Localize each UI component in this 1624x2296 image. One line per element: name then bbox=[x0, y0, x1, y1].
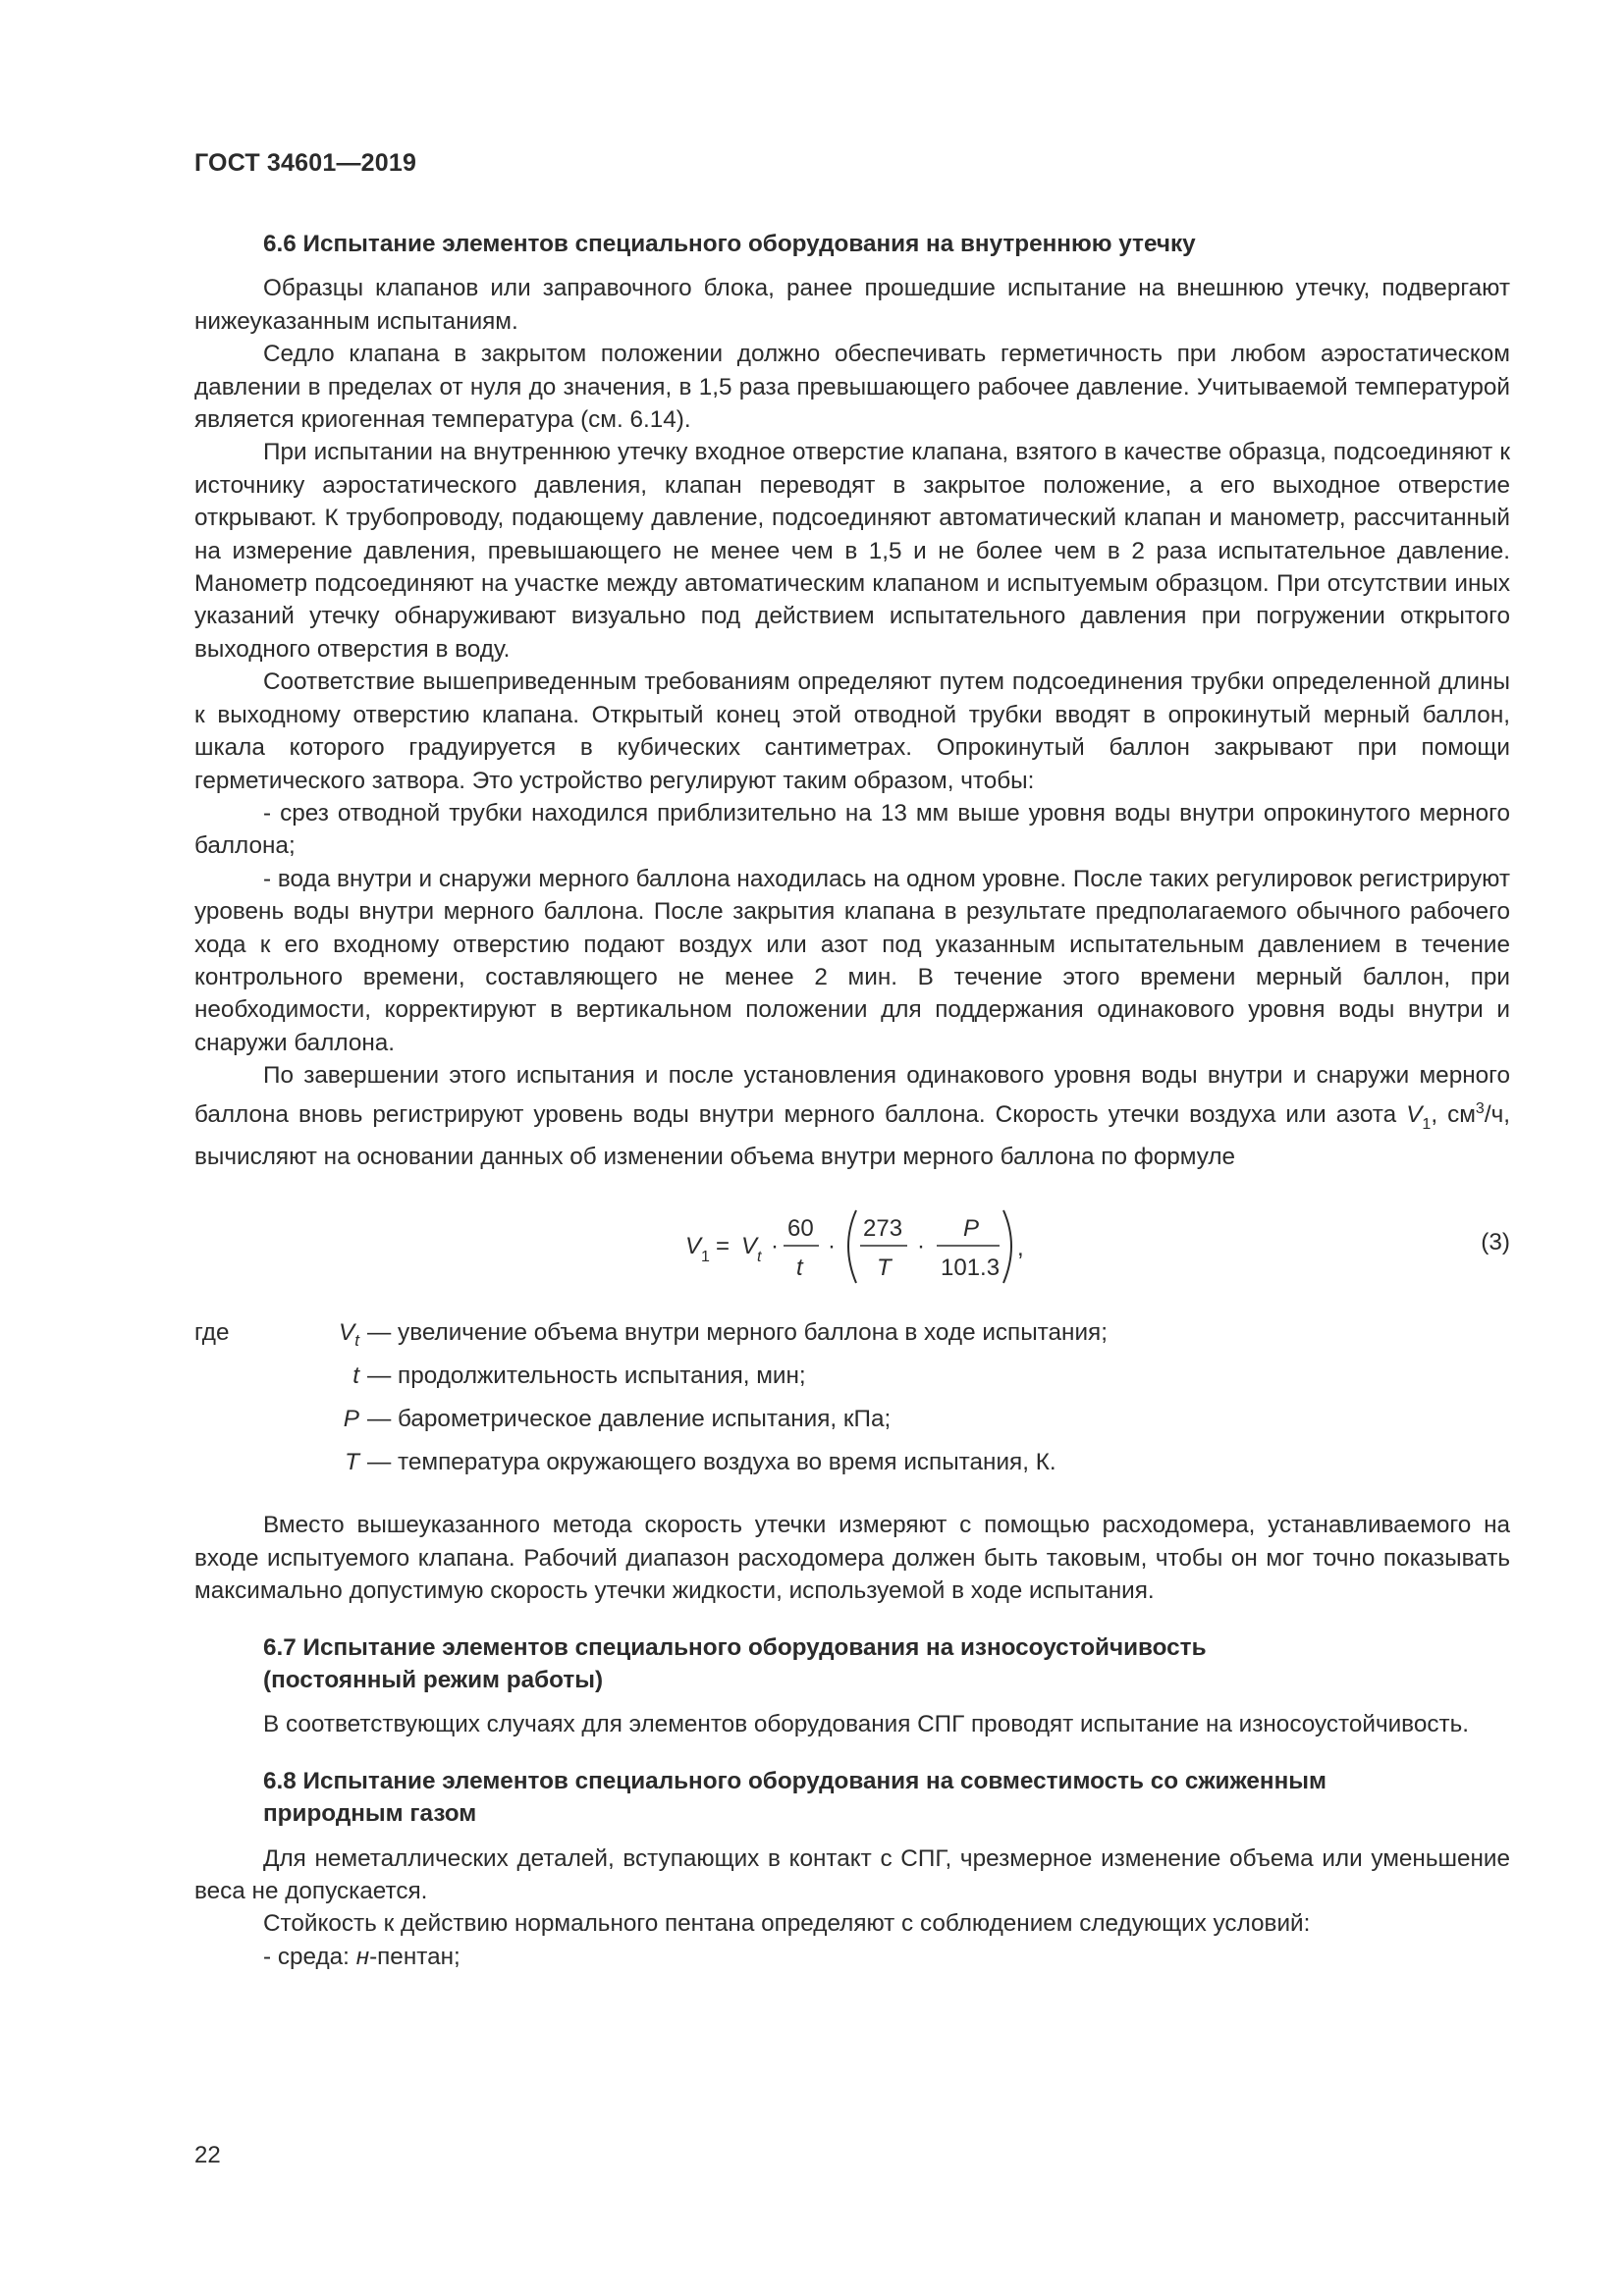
where-description: — температура окружающего воздуха во время испытания, К. bbox=[367, 1449, 1056, 1476]
where-item bbox=[194, 1316, 1510, 1360]
paragraph: Для неметаллических деталей, вступающих в контакт с СПГ, чрезмерное изменение объема или уменьшение веса не допускается. bbox=[194, 1844, 1510, 1905]
section-6-7-title-line2: (постоянный режим работы) bbox=[263, 1667, 604, 1693]
subscript: 1 bbox=[1422, 1115, 1432, 1133]
where-label: где bbox=[194, 1319, 230, 1347]
where-description: — барометрическое давление испытания, кПа; bbox=[367, 1406, 892, 1433]
document-body bbox=[194, 228, 1510, 1973]
where-item bbox=[194, 1446, 1510, 1489]
section-6-6-title: 6.6 Испытание элементов специального оборудования на внутреннюю утечку bbox=[263, 231, 1196, 257]
paragraph: Соответствие вышеприведенным требованиям определяют путем подсоединения трубки определенной длины к выходному отверстию клапана. Открытый конец этой отводной трубки вводят в опрокинутый мерный баллон, шкала которого градуируется в кубических сантиметрах. Опрокинутый баллон закрывают при помощи герметического затвора. Это устройство регулируют таким образом, чтобы: bbox=[194, 668, 1510, 794]
where-symbol: $V_t$ bbox=[339, 1319, 359, 1351]
text-run: , см bbox=[1431, 1100, 1476, 1128]
formula-lhs-sub: 1 bbox=[701, 1249, 710, 1266]
formula-lhs: V bbox=[685, 1233, 702, 1260]
formula-vt: V bbox=[741, 1233, 758, 1260]
standard-header: ГОСТ 34601—2019 bbox=[194, 149, 417, 177]
paragraph: Седло клапана в закрытом положении должно обеспечивать герметичность при любом аэростатическом давлении в пределах от нуля до значения, в 1,5 раза превышающего рабочее давление. Учитываемой температурой является криогенная температура (см. 6.14). bbox=[194, 341, 1510, 434]
superscript: 3 bbox=[1475, 1099, 1485, 1117]
formula-equals: = bbox=[716, 1233, 731, 1260]
where-symbol: P bbox=[343, 1406, 359, 1433]
where-item bbox=[194, 1360, 1510, 1403]
symbol: V bbox=[1406, 1100, 1423, 1128]
section-6-7-heading bbox=[263, 1631, 1510, 1697]
formula-den-T: T bbox=[877, 1255, 892, 1282]
right-paren bbox=[1003, 1210, 1011, 1283]
where-symbol: t bbox=[352, 1362, 359, 1390]
where-list bbox=[194, 1316, 1510, 1489]
formula-den-1013: 101.3 bbox=[941, 1255, 1001, 1282]
list-item: - вода внутри и снаружи мерного баллона находилась на одном уровне. После таких регулировок регистрируют уровень воды внутри мерного баллона. После закрытия клапана в результате предполагаемого обычного рабочего хода к его входному отверстию подают воздух или азот под указанным испытательным давлением в течение контрольного времени, составляющего не менее 2 мин. В течение этого времени мерный баллон, при необходимости, корректируют в вертикальном положении для поддержания одинакового уровня воды внутри и снаружи баллона. bbox=[194, 865, 1510, 1056]
text-run: /ч, вычисляют на основании данных об изменении объема внутри мерного баллона по формуле bbox=[194, 1100, 1510, 1170]
paragraph: Стойкость к действию нормального пентана определяют с соблюдением следующих условий: bbox=[263, 1910, 1311, 1938]
paragraph: Образцы клапанов или заправочного блока, ранее прошедшие испытание на внешнюю утечку, подвергают нижеуказанным испытаниям. bbox=[194, 275, 1510, 335]
formula-dot: · bbox=[917, 1233, 925, 1260]
left-paren bbox=[848, 1210, 856, 1283]
formula-num-60: 60 bbox=[787, 1215, 814, 1243]
formula-3 bbox=[194, 1187, 1510, 1305]
formula-graphic bbox=[194, 1187, 1510, 1305]
formula-den-t: t bbox=[796, 1255, 803, 1282]
list-item: - срез отводной трубки находился приблизительно на 13 мм выше уровня воды внутри опрокинутого мерного баллона; bbox=[194, 799, 1510, 860]
equation-number: (3) bbox=[1481, 1229, 1510, 1256]
section-6-7-title-line1: 6.7 Испытание элементов специального оборудования на износоустойчивость bbox=[263, 1633, 1207, 1661]
paragraph-formula-intro bbox=[194, 1059, 1510, 1173]
section-6-6-heading bbox=[263, 228, 1510, 260]
text-run: По завершении этого испытания и после установления одинакового уровня воды внутри и снаружи мерного баллона вновь регистрируют уровень воды внутри мерного баллона. Скорость утечки воздуха или азота bbox=[194, 1062, 1510, 1128]
page-number: 22 bbox=[194, 2142, 221, 2168]
formula-dot: · bbox=[828, 1233, 836, 1260]
formula-num-P: P bbox=[963, 1215, 980, 1243]
formula-comma: , bbox=[1017, 1235, 1024, 1262]
paragraph: В соответствующих случаях для элементов оборудования СПГ проводят испытание на износоустойчивость. bbox=[263, 1711, 1470, 1738]
where-description: — продолжительность испытания, мин; bbox=[367, 1362, 806, 1390]
formula-vt-sub: t bbox=[757, 1249, 762, 1266]
section-6-8-title-line1: 6.8 Испытание элементов специального оборудования на совместимость со сжиженным bbox=[263, 1767, 1326, 1794]
where-item bbox=[194, 1403, 1510, 1446]
formula-num-273: 273 bbox=[863, 1215, 903, 1243]
paragraph: При испытании на внутреннюю утечку входное отверстие клапана, взятого в качестве образца, подсоединяют к источнику аэростатического давления, клапан переводят в закрытое положение, а его выходное отверстие открывают. К трубопроводу, подающему давление, подсоединяют автоматический клапан и манометр, рассчитанный на измерение давления, превышающего не менее чем в 1,5 и не более чем в 2 раза испытательное давление. Манометр подсоединяют на участке между автоматическим клапаном и испытуемым образцом. При отсутствии иных указаний утечку обнаруживают визуально под действием испытательного давления при погружении открытого выходного отверстия в воду. bbox=[194, 439, 1510, 663]
section-6-8-heading bbox=[263, 1765, 1510, 1831]
list-item: - среда: н-пентан; bbox=[263, 1943, 460, 1970]
where-description: — увеличение объема внутри мерного баллона в ходе испытания; bbox=[367, 1319, 1108, 1347]
paragraph: Вместо вышеуказанного метода скорость утечки измеряют с помощью расходомера, устанавливаемого на входе испытуемого клапана. Рабочий диапазон расходомера должен быть таковым, чтобы он мог точно показывать максимально допустимую скорость утечки жидкости, используемой в ходе испытания. bbox=[194, 1512, 1510, 1605]
where-symbol: T bbox=[345, 1449, 359, 1476]
formula-dot: · bbox=[771, 1233, 779, 1260]
section-6-8-title-line2: природным газом bbox=[263, 1800, 477, 1828]
